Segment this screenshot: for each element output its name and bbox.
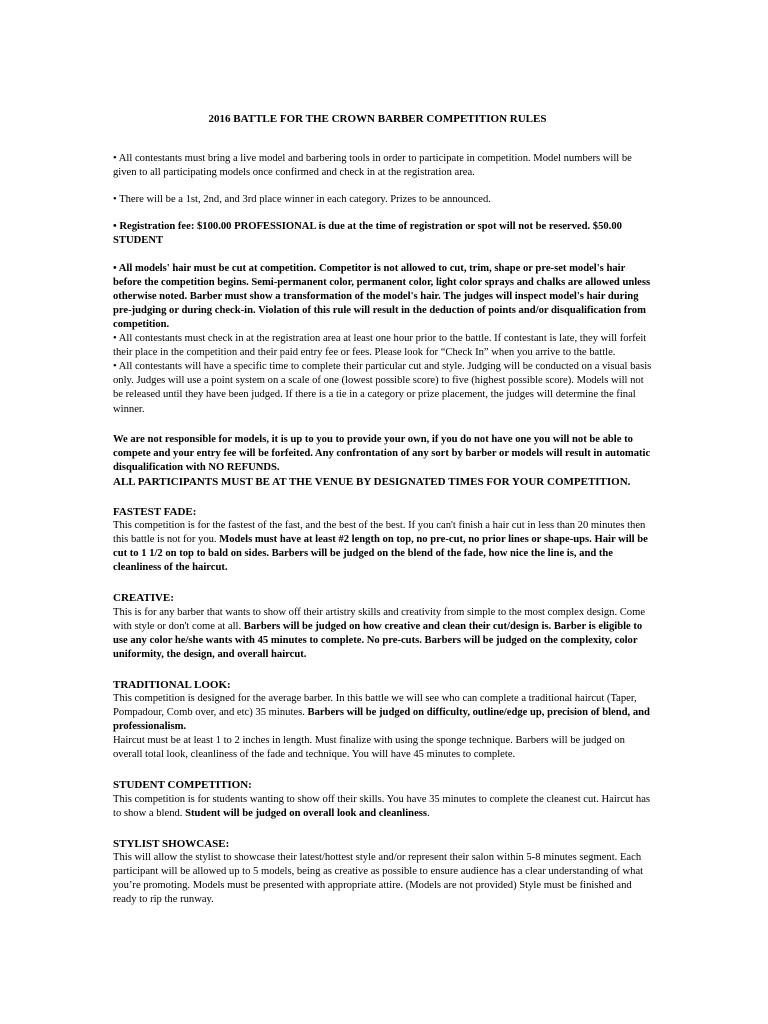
section-heading-traditional: TRADITIONAL LOOK: (113, 678, 231, 691)
section-body-traditional (113, 692, 652, 734)
page-title: 2016 BATTLE FOR THE CROWN BARBER COMPETITION RULES (208, 113, 547, 125)
section-heading-student: STUDENT COMPETITION: (113, 779, 252, 792)
rule-registration-fee (113, 220, 652, 248)
section-body-fastest-fade (113, 519, 652, 575)
section-heading-creative: CREATIVE: (113, 592, 174, 605)
section-heading-stylist: STYLIST SHOWCASE: (113, 837, 230, 850)
traditional-bold: Barbers will be judged on difficulty, outline/edge up, precision of blend, and professionalism. (113, 707, 650, 733)
fastest-fade-text: This competition is for the fastest of the fast, and the best of the best. If you can't finish a hair cut in less than 20 minutes then this battle is not for you. (113, 520, 646, 546)
notice-paragraph (113, 433, 652, 475)
rule-registration-fee-text: • Registration fee: $100.00 PROFESSIONAL is due at the time of registration or spot will not be reserved. $50.00 STUDENT (113, 221, 622, 247)
creative-bold: Barbers will be judged on how creative and clean their cut/design is. Barber is eligible to use any color he/she wants with 45 minutes to complete. No pre-cuts. Barbers will be judged on the complexity, color uniformity, the design, and overall haircut. (113, 620, 643, 660)
section-heading-fastest-fade: FASTEST FADE: (113, 505, 197, 518)
student-bold: Student will be judged on overall look and cleanliness (185, 807, 428, 819)
student-tail: . (427, 807, 430, 819)
creative-text: This is for any barber that wants to show off their artistry skills and creativity from simple to the most complex design. Come with style or don't come at all. (113, 606, 646, 632)
section-body-student (113, 793, 652, 821)
section-body-stylist: This will allow the stylist to showcase their latest/hottest style and/or represent their salon within 5-8 minutes segment. Each participant will be allowed up to 5 models, being as creative as possible to ensure audience has a clear understanding of what you’re promoting. Models must be presented with appropriate attire. (Models are not provided) Style must be finished and ready to rip the runway. (113, 851, 644, 906)
rule-check-in: • All contestants must check in at the registration area at least one hour prior to the battle. If contestant is late, they will forfeit their place in the competition and their paid entry fee or fees. Please look for “Check In” when you arrive to the battle. (113, 333, 647, 359)
rule-placements: • There will be a 1st, 2nd, and 3rd place winner in each category. Prizes to be announced. (113, 194, 491, 206)
traditional-text: This competition is designed for the average barber. In this battle we will see who can complete a traditional haircut (Taper, Pompadour, Comb over, and etc) 35 minutes. (113, 693, 637, 719)
section-body-creative (113, 606, 652, 662)
fastest-fade-bold: Models must have at least #2 length on top, no pre-cut, no prior lines or shape-ups. Hair will be cut to 1 1/2 on top to bald on sides. Barbers will be judged on the blend of the fade, how nice the line is, and the cleanliness of the haircut. (113, 534, 648, 574)
rule-models-tools: • All contestants must bring a live model and barbering tools in order to participate in competition. Model numbers will be given to all participating models once confirmed and check in at the registration area. (113, 153, 632, 179)
notice-text: We are not responsible for models, it is up to you to provide your own, if you do not have one you will not be able to compete and your entry fee will be forfeited. Any confrontation of any sort by barber or models will result in automatic disqualification with NO REFUNDS. (113, 433, 651, 473)
rule-hair-cut (113, 262, 652, 332)
notice-caps: ALL PARTICIPANTS MUST BE AT THE VENUE BY DESIGNATED TIMES FOR YOUR COMPETITION. (113, 475, 631, 488)
rule-judging: • All contestants will have a specific time to complete their particular cut and style. Judging will be conducted on a visual basis only. Judges will use a point system on a scale of one (lowest possible score) to five (highest possible score). Models will not be released until they have been judged. If there is a tie in a category or prize placement, the judges will determine the final winner. (113, 361, 652, 415)
section-body-traditional-extra: Haircut must be at least 1 to 2 inches in length. Must finalize with using the sponge technique. Barbers will be judged on overall total look, cleanliness of the fade and technique. You will have 45 minutes to complete. (113, 735, 625, 761)
rule-hair-cut-text: • All models' hair must be cut at competition. Competitor is not allowed to cut, trim, shape or pre-set model's hair before the competition begins. Semi-permanent color, permanent color, light color sprays and chalks are allowed unless otherwise noted. Barber must show a transformation of the model's hair. The judges will inspect model's hair during pre-judging or during check-in. Violation of this rule will result in the deduction of points and/or disqualification from competition. (113, 262, 651, 330)
student-text: This competition is for students wanting to show off their skills. You have 35 minutes to complete the cleanest cut. Haircut has to show a blend. (113, 793, 651, 819)
